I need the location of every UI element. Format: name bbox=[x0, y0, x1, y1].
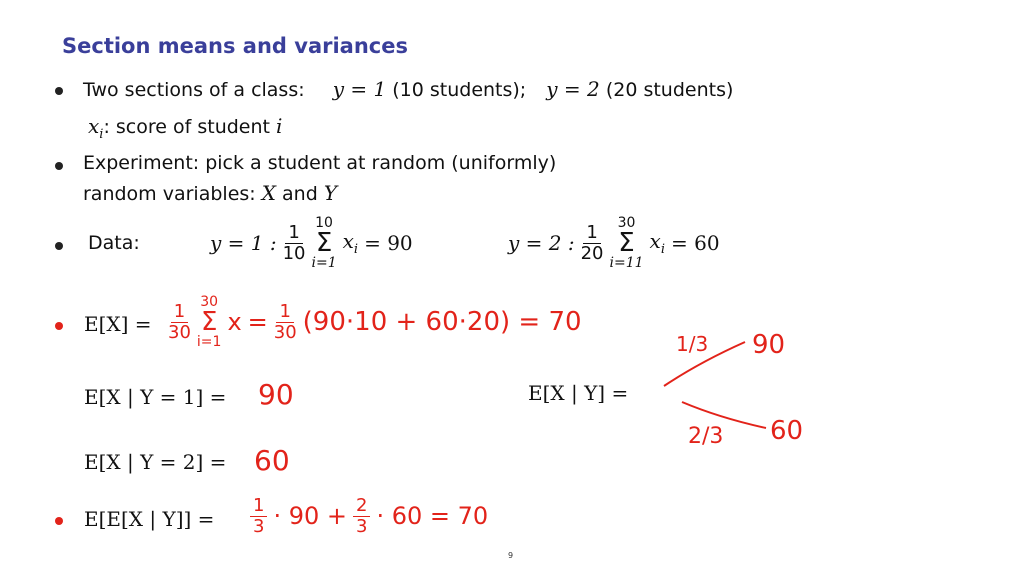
data-y2: y = 2 : bbox=[508, 231, 575, 255]
data-label: Data: bbox=[88, 232, 140, 254]
experiment-line: Experiment: pick a student at random (uniformly) bbox=[83, 152, 557, 174]
ex-y1-value: 90 bbox=[258, 378, 294, 411]
ex-expression: (90·10 + 60·20) = 70 bbox=[302, 307, 582, 337]
rv-and: and bbox=[282, 183, 318, 205]
ex-frac-2: $\frac{1}{30}$ bbox=[273, 300, 297, 343]
data-v1: = 90 bbox=[364, 231, 413, 255]
eex-term-1: · 90 + bbox=[273, 502, 347, 530]
ex-given-y-label: E[X | Y] = bbox=[528, 381, 629, 405]
rv-Y: Y bbox=[323, 181, 338, 205]
data-y1: y = 1 : bbox=[210, 231, 277, 255]
ex-label: E[X] = bbox=[84, 312, 152, 336]
xi-def-text: : score of student bbox=[103, 116, 270, 138]
data-sum-1: 10 Σ i=1 bbox=[311, 215, 337, 271]
data-x1: $x_i$ bbox=[342, 229, 359, 257]
y1-math: y = 1 bbox=[332, 77, 387, 101]
branch-bottom-prob: 2/3 bbox=[688, 424, 724, 449]
eex-handwritten bbox=[250, 488, 488, 544]
ex-sum: 30 Σ i=1 bbox=[196, 294, 222, 350]
ex-y2-value: 60 bbox=[254, 444, 290, 477]
data-frac-2: $\frac{1}{20}$ bbox=[580, 221, 604, 264]
data-x2: $x_i$ bbox=[649, 229, 665, 257]
rv-X: X bbox=[261, 181, 276, 205]
ex-x: x bbox=[227, 308, 242, 336]
eex-label: E[E[X | Y]] = bbox=[84, 507, 215, 531]
rv-label: random variables: bbox=[83, 183, 256, 205]
branch-top-value: 90 bbox=[752, 330, 786, 360]
eex-term-2: · 60 = 70 bbox=[376, 502, 489, 530]
y2-note: (20 students) bbox=[605, 79, 734, 101]
xi-symbol: $x_i$ bbox=[88, 114, 104, 142]
branch-bottom-value: 60 bbox=[770, 416, 804, 446]
ex-eq: = bbox=[247, 308, 268, 336]
ex-frac: $\frac{1}{30}$ bbox=[168, 300, 191, 343]
xi-index: i bbox=[276, 114, 283, 138]
ex-y1-label: E[X | Y = 1] = bbox=[84, 385, 227, 409]
ex-y2-label: E[X | Y = 2] = bbox=[84, 450, 227, 474]
two-sections-label: Two sections of a class: bbox=[83, 79, 305, 101]
data-sum-2: 30 Σ i=11 bbox=[609, 215, 644, 271]
page-number: 9 bbox=[508, 551, 514, 560]
bullet-5 bbox=[55, 517, 63, 525]
y2-math: y = 2 bbox=[546, 77, 600, 101]
slide-title: Section means and variances bbox=[62, 34, 408, 58]
eex-frac-1: $\frac{1}{3}$ bbox=[250, 496, 267, 537]
branch-top-prob: 1/3 bbox=[676, 332, 709, 356]
data-frac-1: $\frac{1}{10}$ bbox=[282, 221, 306, 264]
y1-note: (10 students); bbox=[392, 79, 527, 101]
eex-frac-2: $\frac{2}{3}$ bbox=[353, 496, 370, 537]
data-v2: = 60 bbox=[670, 231, 720, 255]
